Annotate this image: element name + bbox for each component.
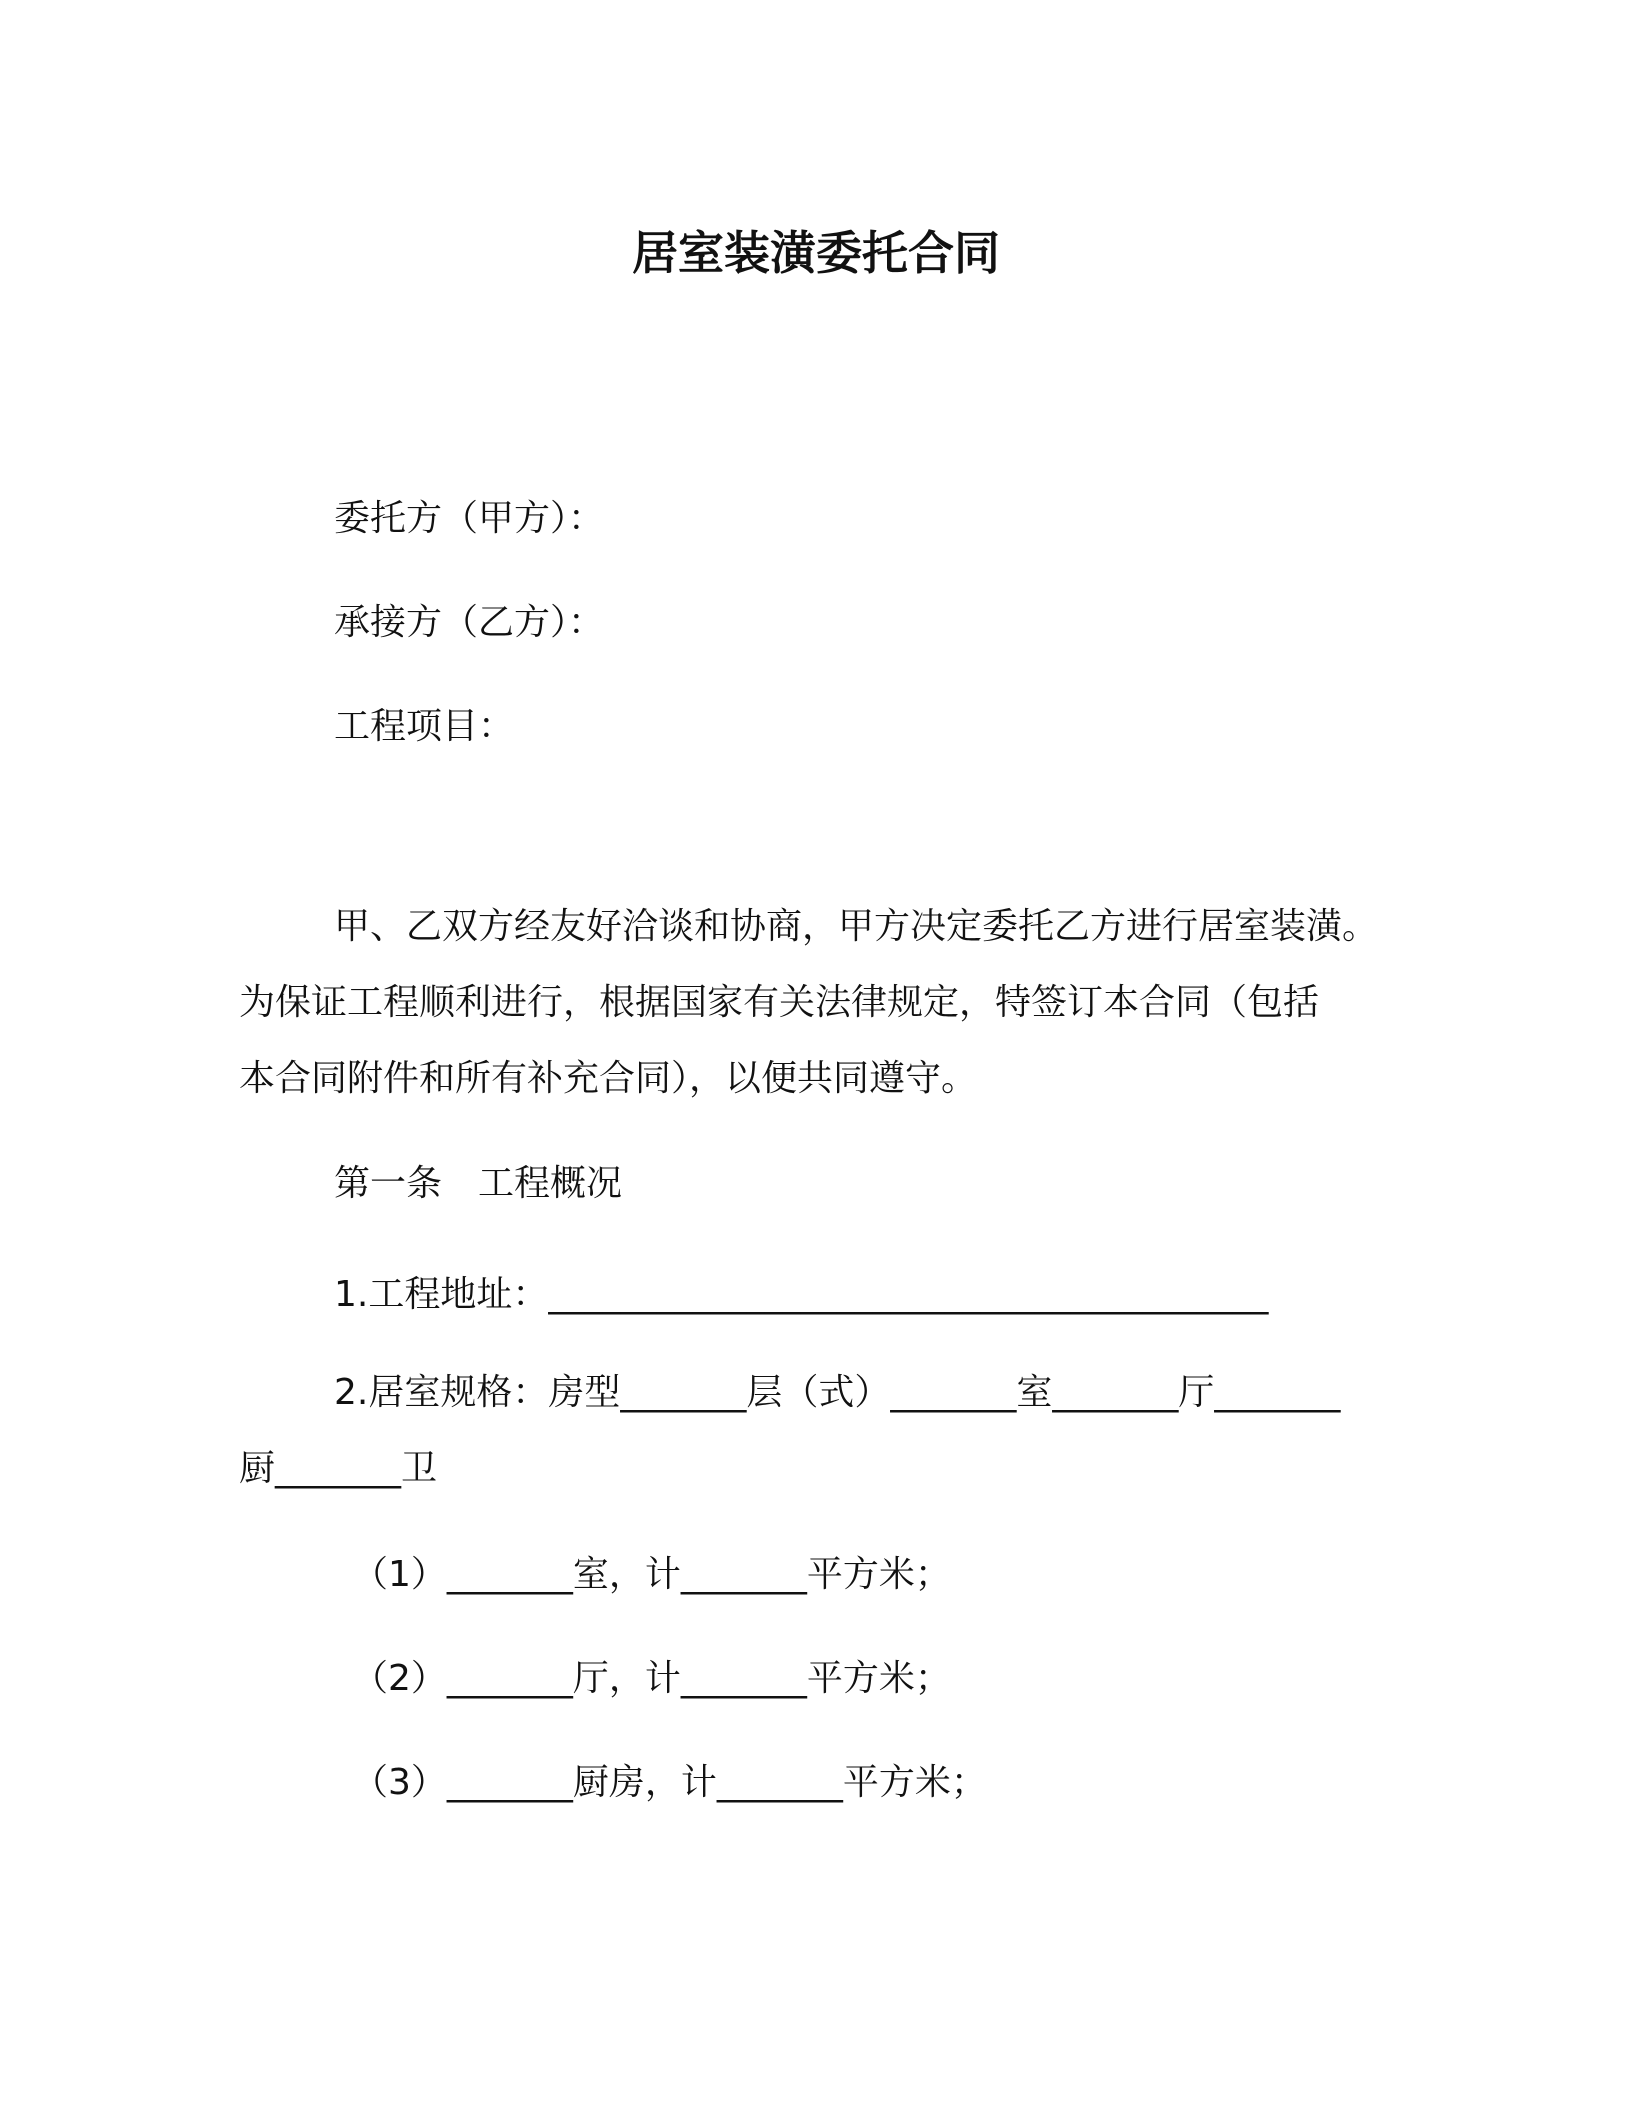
project-address-field: 1.工程地址：________________________________________ xyxy=(334,1274,1269,1315)
article-1-heading: 第一条 工程概况 xyxy=(334,1163,623,1204)
area-item-3: （3）_______厨房，计_______平方米； xyxy=(352,1762,987,1803)
document-title: 居室装潢委托合同 xyxy=(632,226,1000,280)
intro-line-3: 本合同附件和所有补充合同），以便共同遵守。 xyxy=(239,1058,978,1099)
party-b-label: 承接方（乙方）： xyxy=(334,602,605,643)
party-a-label: 委托方（甲方）： xyxy=(334,498,605,539)
area-item-2: （2）_______厅，计_______平方米； xyxy=(352,1658,951,1699)
intro-line-2: 为保证工程顺利进行，根据国家有关法律规定，特签订本合同（包括 xyxy=(239,982,1320,1023)
intro-line-1: 甲、乙双方经友好洽谈和协商，甲方决定委托乙方进行居室装潢。 xyxy=(334,906,1379,947)
project-label: 工程项目： xyxy=(334,706,515,747)
room-spec-line-1: 2.居室规格：房型_______层（式）_______室_______厅_______ xyxy=(334,1372,1341,1413)
room-spec-line-2: 厨_______卫 xyxy=(239,1448,438,1489)
area-item-1: （1）_______室，计_______平方米； xyxy=(352,1554,951,1595)
